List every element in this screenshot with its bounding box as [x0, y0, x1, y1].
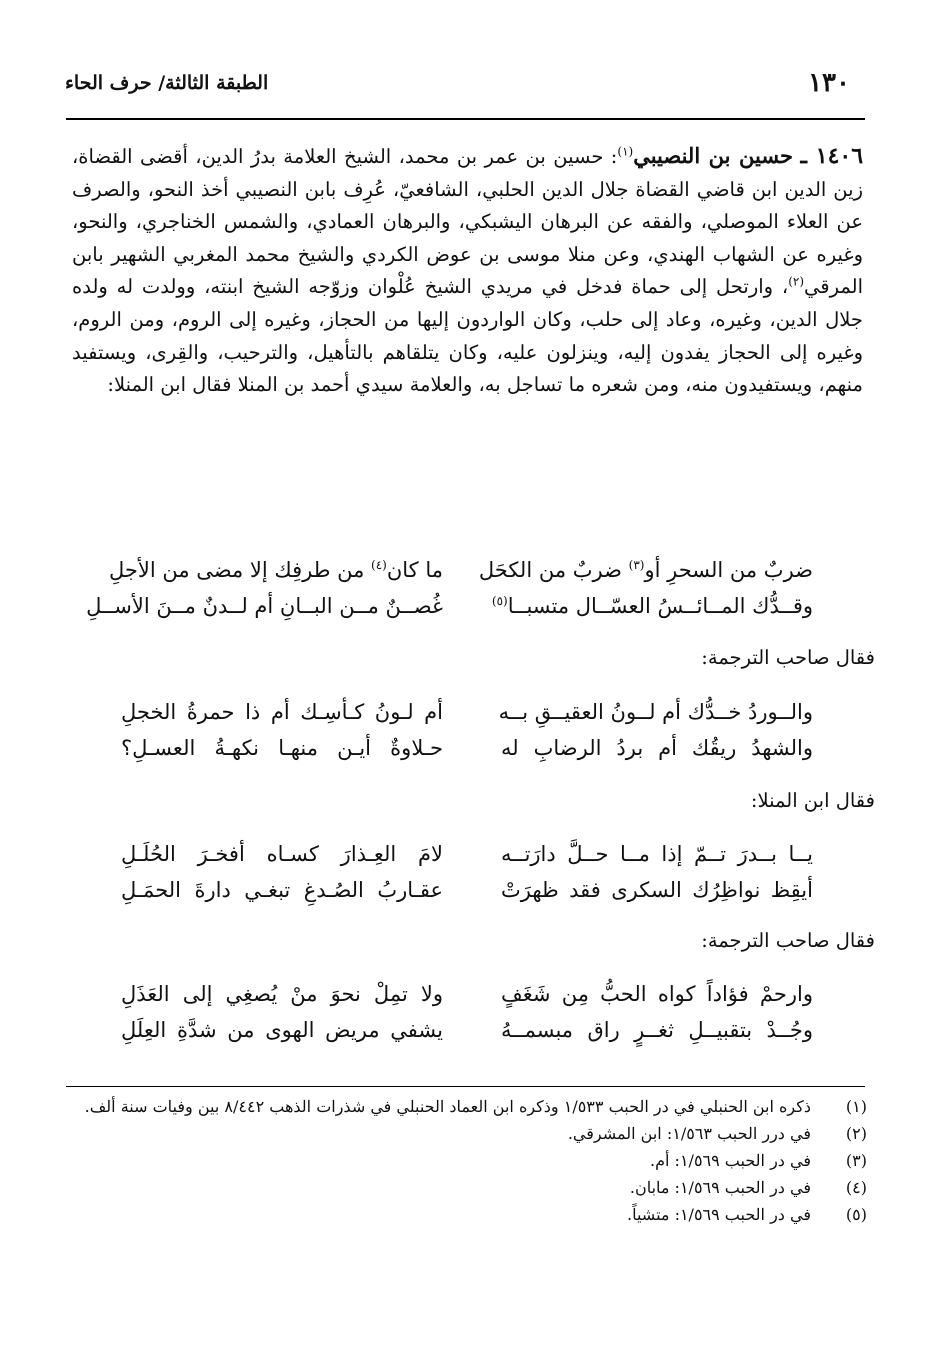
- footnote-ref-5: (٥): [491, 594, 508, 608]
- header-rule: [66, 118, 865, 120]
- verse-first-hemistich: والشهدُ ريقُك أم بردُ الرضابِ له: [501, 736, 813, 760]
- page-header: [65, 68, 850, 108]
- verse-second-hemistich: يشفي مريض الهوى من شدَّةِ العِلَلِ: [121, 1018, 443, 1042]
- footnote-ref-2: (٢): [788, 274, 805, 289]
- footnote-text: في درر الحبب ١/٥٦٣: ابن المشرقي.: [567, 1124, 811, 1143]
- verse: [72, 872, 863, 908]
- footnotes: [72, 1093, 867, 1228]
- footnote-number: (٢): [845, 1124, 867, 1143]
- speaker-label: فقال صاحب الترجمة:: [701, 929, 875, 952]
- footnote: [72, 1093, 867, 1120]
- footnote-rule: [66, 1086, 865, 1087]
- verse: [72, 694, 863, 730]
- footnote-number: (١): [845, 1097, 867, 1116]
- footnote: [72, 1174, 867, 1201]
- verse: [72, 588, 863, 624]
- running-head: الطبقة الثالثة/ حرف الحاء: [65, 72, 269, 94]
- verse-second-hemistich: ولا تمِلْ نحوَ منْ يُصغِي إلى العَذَلِ: [121, 982, 443, 1006]
- verse-first-hemistich: أيقِظ نواظِرُك السكرى فقد ظهرَتْ: [501, 878, 813, 902]
- footnote-text: ذكره ابن الحنبلي في در الحبب ١/٥٣٣ وذكره ابن العماد الحنبلي في شذرات الذهب ٨/٤٤٢ بين وفيات سنة ألف.: [84, 1097, 811, 1116]
- verse-first-hemistich: وجُــدْ بتقبيــلِ ثغــرٍ راق مبسمــهُ: [501, 1018, 813, 1042]
- footnote: [72, 1120, 867, 1147]
- verse-second-hemistich: عقـاربُ الصُـدغِ تبغـي دارةَ الحمَـلِ: [121, 878, 443, 902]
- page-number: ١٣٠: [808, 68, 850, 98]
- footnote-ref-4: (٤): [371, 558, 387, 572]
- verse: [72, 1012, 863, 1048]
- verse: [72, 730, 863, 766]
- poem-1: [72, 552, 863, 624]
- footnote-text: في در الحبب ١/٥٦٩: متشياً.: [627, 1205, 811, 1224]
- biography-entry: [72, 140, 863, 402]
- footnote-number: (٥): [845, 1205, 867, 1224]
- verse-first-hemistich: يــا بــدرَ تــمّ إذا مــا حــلَّ دارَتــه: [501, 842, 813, 866]
- verse-second-hemistich: أم لـونُ كـأسِـك أم ذا حمرةُ الخجلِ: [121, 700, 443, 724]
- verse: [72, 836, 863, 872]
- verse-second-hemistich: حـلاوةٌ أيـن منهـا نكهـةُ العسـلِ؟: [121, 736, 443, 760]
- speaker-label: فقال صاحب الترجمة:: [701, 646, 875, 669]
- verse-first-hemistich: وقــدُّك المــائــسُ العسّــال متسبــا$^{(٥)}$: [491, 594, 813, 618]
- verse-second-hemistich: غُصــنٌ مــن البــانِ أم لــدنٌ مــنَ الأســلِ: [86, 594, 443, 618]
- footnote-ref-1: (١): [617, 144, 634, 159]
- entry-name: حسين بن النصيبي: [633, 143, 794, 168]
- verse: [72, 552, 863, 588]
- poem-4: [72, 976, 863, 1048]
- speaker-label: فقال ابن المنلا:: [750, 789, 875, 812]
- verse-first-hemistich: ضربٌ من السحرِ أو$^{(٣)}$ ضربٌ من الكحَل: [478, 558, 813, 582]
- poem-2: [72, 694, 863, 766]
- verse-first-hemistich: والــوردُ خــدُّك أم لــونُ العقيــقِ بــه: [498, 700, 813, 724]
- footnote-number: (٣): [845, 1151, 867, 1170]
- verse-second-hemistich: لامَ العِـذارَ كسـاه أفخـرَ الحُلَـلِ: [121, 842, 443, 866]
- footnote: [72, 1147, 867, 1174]
- footnote-ref-3: (٣): [628, 558, 645, 572]
- entry-text-part1: : حسين بن عمر بن محمد، الشيخ العلامة بدرُ الدين، أقضى القضاة، زين الدين ابن قاضي القضاة جلال الدين الحلبي، الشافعيّ، عُرِف بابن النصيبي أخذ النحو، والصرف عن العلاء الموصلي، والفقه عن البرهان اليشبكي، والبرهان العمادي، والشمس الخناجري، والنحو، وغيره عن الشهاب الهندي، وعن منلا موسى بن عوض الكردي والشيخ محمد المغربي الشهير بابن المرقي: [72, 145, 863, 299]
- poem-3: [72, 836, 863, 908]
- footnote: [72, 1201, 867, 1228]
- verse-first-hemistich: وارحمْ فؤاداً كواه الحبُّ مِن شَغَفٍ: [501, 982, 813, 1006]
- entry-number: ١٤٠٦ ـ: [800, 143, 864, 169]
- footnote-text: في در الحبب ١/٥٦٩: أم.: [650, 1151, 811, 1170]
- verse: [72, 976, 863, 1012]
- verse-second-hemistich: ما كان$^{(٤)}$ من طرفِك إلا مضى من الأجلِ: [109, 558, 443, 582]
- footnote-number: (٤): [845, 1178, 867, 1197]
- entry-text-part2: ، وارتحل إلى حماة فدخل في مريدي الشيخ عُلْوان وزوّجه الشيخ ابنته، وولدت له ولده جلال الدين، وغيره، وعاد إلى حلب، وكان الواردون إليها من الحجاز، وغيره إلى الروم، ومن الروم، وغيره إلى الحجاز يفدون إليه، وينزلون عليه، وكان يتلقاهم بالتأهيل، والترحيب، والقِرى، ويستفيد منهم، ويستفيدون منه، ومن شعره ما تساجل به، والعلامة سيدي أحمد بن المنلا فقال ابن المنلا:: [72, 275, 863, 397]
- footnote-text: في در الحبب ١/٥٦٩: مابان.: [629, 1178, 811, 1197]
